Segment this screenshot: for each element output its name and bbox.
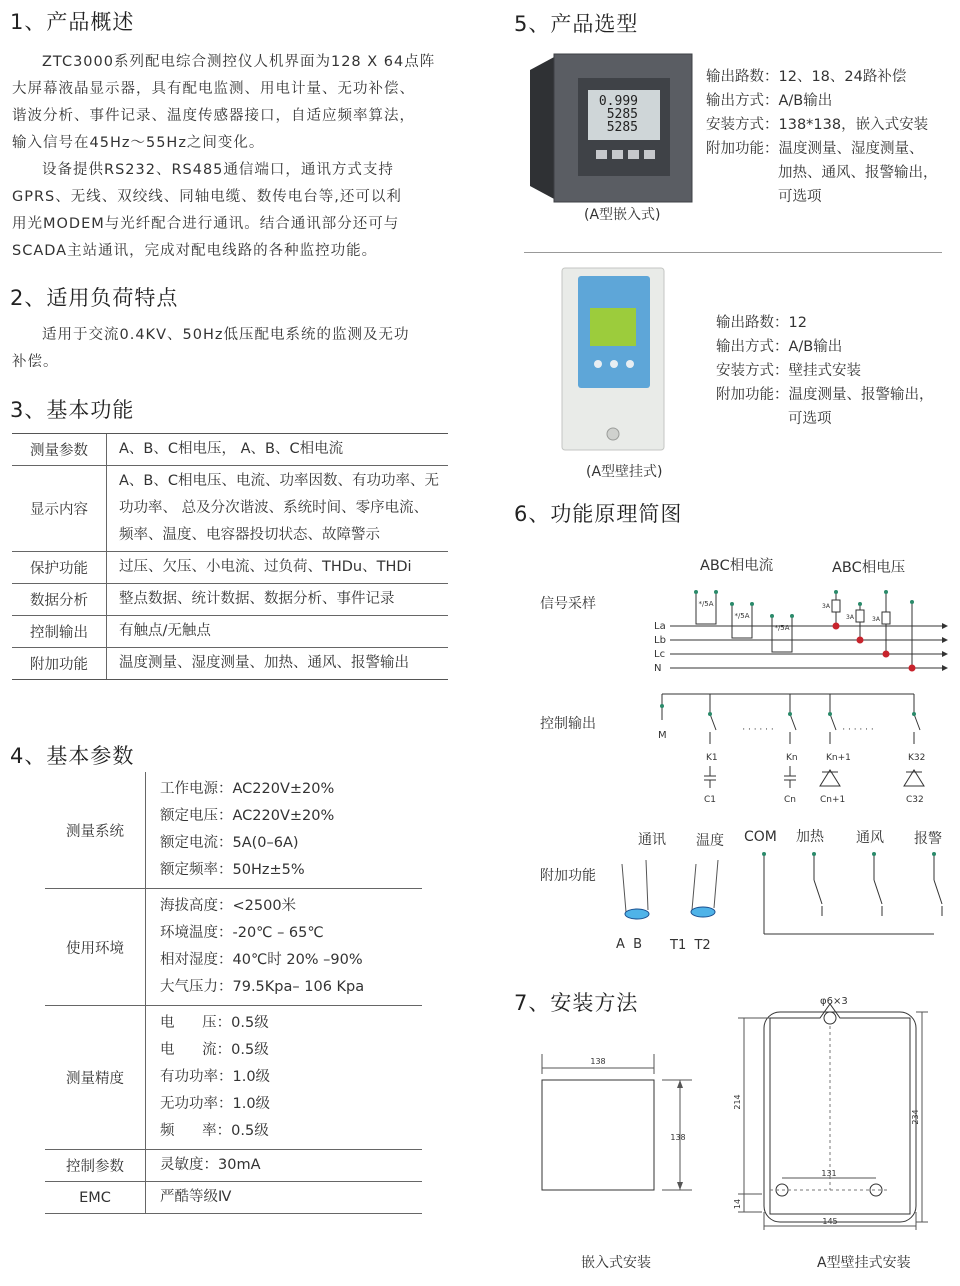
- line-label-lb: Lb: [654, 635, 666, 646]
- spec-line: 输出路数：12: [716, 315, 807, 331]
- device-key-shape: [628, 150, 639, 159]
- table-row: [45, 889, 422, 1006]
- table-row: [12, 584, 448, 616]
- para-line: 设备提供RS232、RS485通信端口，通讯方式支持: [42, 162, 394, 178]
- cable-gland-shape: [607, 428, 619, 440]
- relay-kn: [788, 694, 796, 744]
- wall-offset-label: 14: [733, 1198, 742, 1210]
- c-label: C1: [704, 795, 717, 805]
- comm-pins-label: A B: [616, 937, 643, 952]
- junction-dot: [833, 623, 840, 630]
- terminal-dot: [858, 602, 862, 606]
- param-line: 环境温度：-20℃ – 65℃: [160, 925, 324, 941]
- capacitor-c1: [704, 766, 716, 788]
- row-label: EMC: [45, 1182, 146, 1213]
- spec-line: 输出方式：A/B输出: [706, 93, 833, 109]
- aux-item: 通讯: [638, 832, 666, 848]
- row-value: 温度测量、湿度测量、加热、通风、报警输出: [119, 655, 409, 671]
- ct-b-shape: [732, 606, 752, 638]
- param-line: 相对湿度：40℃时 20% –90%: [160, 952, 363, 968]
- wall-h2-label: 234: [911, 1109, 920, 1125]
- section-title-load: 2、适用负荷特点: [10, 286, 179, 310]
- spec-line: 可选项: [788, 411, 832, 427]
- row-label: 保护功能: [12, 552, 107, 583]
- param-line: 大气压力：79.5Kpa– 106 Kpa: [160, 979, 365, 995]
- k-label: Kn: [786, 753, 798, 763]
- arrow-lc-shape: [942, 651, 948, 657]
- row-label: 测量参数: [12, 434, 107, 465]
- param-line: 海拔高度：<2500米: [160, 898, 297, 914]
- parameter-table: [45, 772, 422, 1214]
- param-line: 严酷等级Ⅳ: [160, 1189, 232, 1205]
- aux-function-label: 附加功能: [540, 868, 596, 884]
- terminal-dot: [694, 590, 698, 594]
- row-label: 测量精度: [45, 1006, 146, 1149]
- aux-item: 温度: [696, 833, 724, 849]
- line-label-n: N: [654, 663, 662, 674]
- capacitor-cn1: [820, 770, 840, 786]
- ct-rating-label: */5A: [698, 600, 714, 608]
- terminal-dot: [770, 614, 774, 618]
- embedded-device-image: [526, 50, 696, 205]
- row-label: 使用环境: [45, 889, 146, 1005]
- spec-line: 可选项: [778, 189, 822, 205]
- section-title-parameters: 4、基本参数: [10, 744, 135, 768]
- ct-rating-label: */5A: [734, 612, 750, 620]
- para-line: 谐波分析、事件记录、温度传感器接口，自适应频率算法，: [12, 108, 415, 124]
- wall-device-key-shape: [594, 360, 602, 368]
- table-row: [45, 1150, 422, 1182]
- k-label: K1: [706, 753, 718, 763]
- control-output-label: 控制输出: [540, 716, 596, 732]
- arrow-la-shape: [942, 623, 948, 629]
- terminal-dot: [790, 614, 794, 618]
- row-label: 测量系统: [45, 772, 146, 888]
- terminal-dot: [884, 590, 888, 594]
- aux-item: 加热: [796, 829, 824, 845]
- table-row: [12, 616, 448, 648]
- section-title-selection: 5、产品选型: [514, 12, 639, 36]
- wall-caption: (A型壁挂式): [586, 464, 663, 480]
- param-line: 频 率：0.5级: [160, 1123, 269, 1139]
- hole-label: φ6×3: [820, 996, 848, 1007]
- row-value: A、B、C相电压、电流、功率因数、有功功率、无功功率、 总及分次谐波、系统时间、零序电流、频率、温度、电容器投切状态、故障警示: [119, 473, 439, 543]
- table-row: [45, 772, 422, 889]
- terminal-dot: [660, 704, 664, 708]
- overview-paragraph-2: [12, 157, 460, 265]
- lcd-readout: 5285: [606, 107, 638, 122]
- row-value: 整点数据、统计数据、数据分析、事件记录: [119, 591, 395, 607]
- wall-device-lcd-shape: [590, 308, 636, 346]
- wall-install-caption: A型壁挂式安装: [817, 1255, 911, 1271]
- section-divider: [524, 252, 942, 253]
- terminal-dot: [730, 602, 734, 606]
- fuse-rating-label: 3A: [872, 616, 880, 623]
- terminal-dot: [750, 602, 754, 606]
- row-label: 控制输出: [12, 616, 107, 647]
- spec-line: 加热、通风、报警输出，: [778, 165, 938, 181]
- spec-line: 附加功能：温度测量、湿度测量、: [706, 141, 924, 157]
- m-label: M: [658, 730, 667, 741]
- dots-label: · · · · · ·: [742, 725, 774, 735]
- embed-height-label: 138: [670, 1133, 686, 1142]
- terminal-dot: [714, 590, 718, 594]
- table-row: [12, 466, 448, 552]
- table-row: [12, 552, 448, 584]
- wall-device-image: [558, 266, 668, 454]
- lcd-readout: 5285: [606, 120, 638, 135]
- comm-cable: [622, 860, 649, 919]
- fuse-a-shape: [832, 600, 840, 612]
- temp-pins-label: T1 T2: [670, 938, 711, 953]
- section-title-overview: 1、产品概述: [10, 10, 135, 34]
- aux-item: COM: [744, 829, 777, 845]
- embed-caption: 嵌入式安装: [581, 1255, 651, 1271]
- fuse-rating-label: 3A: [822, 603, 830, 610]
- row-value: [146, 772, 422, 888]
- capacitor-c32: [904, 770, 924, 786]
- param-line: 电 压：0.5级: [160, 1015, 269, 1031]
- line-label-la: La: [654, 621, 666, 632]
- k-label: Kn+1: [826, 753, 851, 763]
- junction-dot: [909, 665, 916, 672]
- para-line: ZTC3000系列配电综合测控仪人机界面为128 X 64点阵: [42, 54, 436, 70]
- k-label: K32: [908, 753, 926, 763]
- para-line: 用光MODEM与光纤配合进行通讯。结合通讯部分还可与: [12, 216, 400, 232]
- param-line: 额定频率：50Hz±5%: [160, 862, 305, 878]
- param-line: 工作电源：AC220V±20%: [160, 781, 335, 797]
- relay-k1: [708, 694, 716, 744]
- para-line: GPRS、无线、双绞线、同轴电缆、数传电台等,还可以利: [12, 189, 402, 205]
- lcd-readout: 0.999: [598, 94, 638, 109]
- fuse-c-shape: [882, 612, 890, 624]
- wall-w2-label: 145: [822, 1217, 838, 1226]
- table-row: [12, 648, 448, 679]
- load-paragraph: [12, 322, 460, 376]
- aux-item: 通风: [856, 830, 884, 846]
- row-label: 控制参数: [45, 1150, 146, 1181]
- section-title-functions: 3、基本功能: [10, 398, 135, 422]
- principle-diagram: [530, 548, 952, 958]
- terminal-dot: [834, 590, 838, 594]
- param-line: 无功功率：1.0级: [160, 1096, 271, 1112]
- device-key-shape: [612, 150, 623, 159]
- aux-item: 报警: [914, 831, 942, 847]
- wall-h1-label: 214: [733, 1094, 742, 1110]
- abc-voltage-label: ABC相电压: [832, 560, 906, 576]
- spec-line: 安装方式：壁挂式安装: [716, 363, 861, 379]
- junction-dot: [857, 637, 864, 644]
- c-label: Cn+1: [820, 795, 846, 805]
- embedded-specs: [706, 65, 938, 209]
- param-line: 灵敏度：30mA: [160, 1157, 261, 1173]
- spec-line: 输出方式：A/B输出: [716, 339, 843, 355]
- embed-width-label: 138: [590, 1057, 606, 1066]
- row-value: [146, 889, 422, 1005]
- param-line: 电 流：0.5级: [160, 1042, 269, 1058]
- junction-dot: [883, 651, 890, 658]
- c-label: Cn: [784, 795, 796, 805]
- row-label: 数据分析: [12, 584, 107, 615]
- wall-device-key-shape: [610, 360, 618, 368]
- para-line: SCADA主站通讯，完成对配电线路的各种监控功能。: [12, 243, 378, 259]
- fuse-b-shape: [856, 610, 864, 622]
- line-label-lc: Lc: [654, 649, 666, 660]
- param-line: 额定电流：5A(0–6A): [160, 835, 299, 851]
- row-value: A、B、C相电压， A、B、C相电流: [119, 441, 344, 457]
- arrow-lb-shape: [942, 637, 948, 643]
- spec-line: 附加功能：温度测量、报警输出，: [716, 387, 934, 403]
- signal-sampling-label: 信号采样: [540, 596, 596, 612]
- ct-a-shape: [696, 594, 716, 624]
- row-value: [146, 1150, 422, 1181]
- dots-label: · · · · · ·: [842, 725, 874, 735]
- terminal-dot: [910, 600, 914, 604]
- row-value: 有触点/无触点: [119, 623, 211, 639]
- temp-cable: [691, 860, 718, 917]
- relay-k32: [912, 694, 920, 744]
- wall-outline-drawing: [738, 1004, 928, 1230]
- table-row: [45, 1182, 422, 1214]
- aux-relay-wiring: [762, 852, 942, 934]
- installation-drawing: [530, 990, 950, 1250]
- row-label: 附加功能: [12, 648, 107, 679]
- embedded-caption: (A型嵌入式): [584, 207, 661, 223]
- para-line: 输入信号在45Hz～55Hz之间变化。: [12, 135, 265, 151]
- wall-device-key-shape: [626, 360, 634, 368]
- para-line: 适用于交流0.4KV、50Hz低压配电系统的监测及无功: [42, 327, 410, 343]
- row-value: [146, 1006, 422, 1149]
- capacitor-cn: [784, 766, 796, 788]
- row-label: 显示内容: [12, 466, 107, 551]
- embedded-cutout-drawing: [542, 1054, 692, 1190]
- wall-w1-label: 131: [821, 1169, 837, 1178]
- wall-specs: [716, 311, 934, 431]
- section-title-installation: 7、安装方法: [514, 991, 639, 1015]
- overview-paragraph-1: [12, 49, 460, 157]
- param-line: 有功功率：1.0级: [160, 1069, 271, 1085]
- function-table: [12, 433, 448, 680]
- arrow-n-shape: [942, 665, 948, 671]
- abc-current-label: ABC相电流: [700, 558, 774, 574]
- spec-line: 安装方式：138*138，嵌入式安装: [706, 117, 929, 133]
- relay-kn1: [828, 694, 836, 744]
- table-row: [45, 1006, 422, 1150]
- param-line: 额定电压：AC220V±20%: [160, 808, 335, 824]
- fuse-rating-label: 3A: [846, 614, 854, 621]
- row-value: 过压、欠压、小电流、过负荷、THDu、THDi: [119, 559, 412, 575]
- table-row: [12, 434, 448, 466]
- ct-rating-label: */5A: [774, 624, 790, 632]
- section-title-principle: 6、功能原理简图: [514, 502, 683, 526]
- row-value: [146, 1182, 422, 1213]
- spec-line: 输出路数：12、18、24路补偿: [706, 69, 907, 85]
- device-key-shape: [644, 150, 655, 159]
- device-key-shape: [596, 150, 607, 159]
- para-line: 大屏幕液晶显示器，具有配电监测、用电计量、无功补偿、: [12, 81, 415, 97]
- device-side-shape: [530, 56, 556, 200]
- c-label: C32: [906, 795, 924, 805]
- para-line: 补偿。: [12, 354, 59, 370]
